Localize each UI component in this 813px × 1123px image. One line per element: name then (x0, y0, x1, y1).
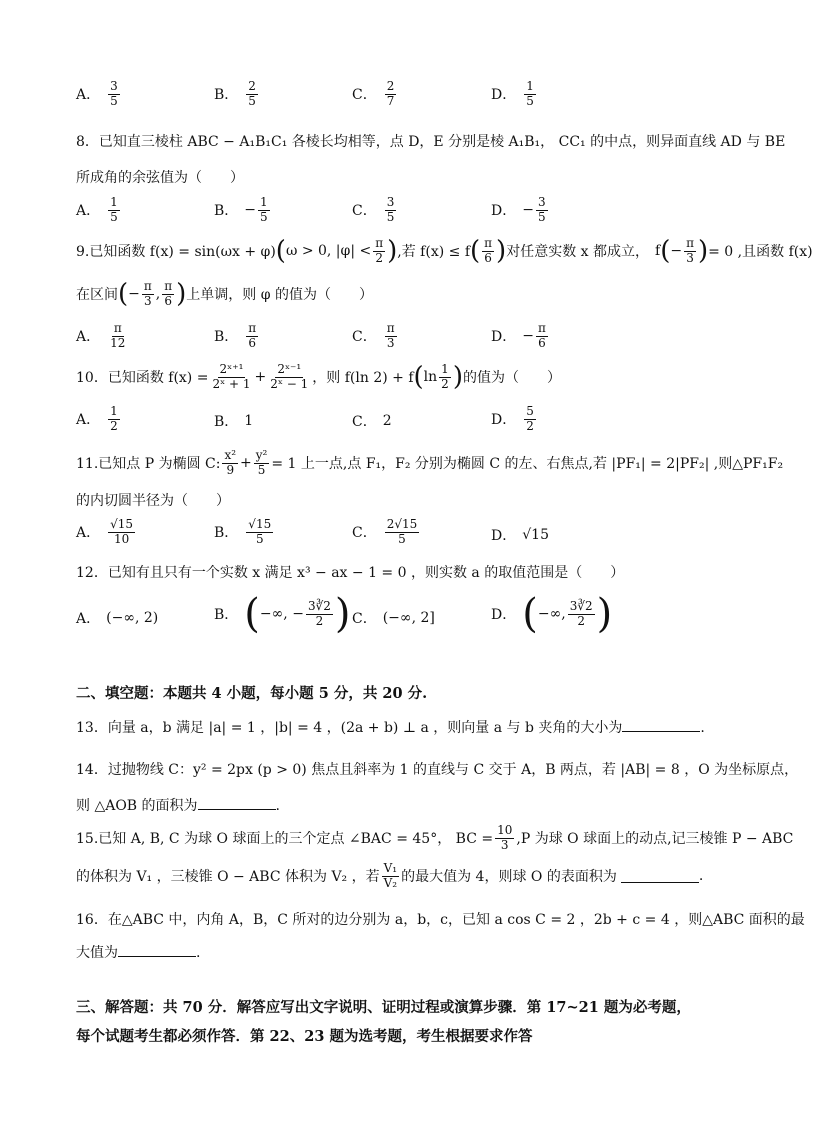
q12-option-b: B． ( −∞, − $\frac{3∛2}{2}$ ) (214, 591, 351, 637)
q8-line-2: 所成角的余弦值为（ ） (76, 170, 244, 186)
q8-option-a: A． $\frac{1}{5}$ (76, 195, 118, 224)
q8-option-d: D． − $\frac{3}{5}$ (491, 195, 546, 224)
q9-option-b: B． $\frac{\pi}{6}$ (214, 321, 257, 350)
q9-option-a: A． $\frac{\pi}{12}$ (76, 321, 126, 350)
q11-line-1: 11.已知点 P 为椭圆 C: $\frac{\text{x²}}{9}$ + $\frac{\text{y²}}{5}$ = 1 上一点,点 F₁，F₂ 分别为椭圆 C 的左、右焦点,若 |PF₁| = 2|PF₂| ,则△PF₁F₂ (76, 448, 784, 477)
q14-line-1: 14．过抛物线 C：y² = 2px (p > 0) 焦点且斜率为 1 的直线与 C 交于 A，B 两点，若 |AB| = 8 ，O 为坐标原点， (76, 762, 799, 778)
q15-line-2: 的体积为 V₁ ，三棱锥 O − ABC 体积为 V₂ ，若 $\frac{\text{V₁}}{\text{V₂}}$ 的最大值为 4，则球 O 的表面积为 . (76, 861, 704, 890)
q10-option-b: B． 1 (214, 413, 254, 430)
section-3-heading-line-1: 三、解答题：共 70 分．解答应写出文字说明、证明过程或演算步骤．第 17~21 题为必考题， (76, 999, 691, 1016)
q14-line-2: 则 △AOB 的面积为 . (76, 798, 280, 814)
q12-option-a: A． (−∞, 2) (76, 610, 159, 627)
q15-answer-blank (621, 870, 699, 883)
q9-line-2: 在区间 ( − $\frac{\pi}{3}$ , $\frac{\pi}{6}$ ) 上单调，则 φ 的值为（ ） (76, 279, 373, 310)
q11-option-d: D． √15 (491, 527, 549, 544)
q16-answer-blank (118, 944, 196, 957)
q11-option-b: B． $\frac{√15}{5}$ (214, 517, 272, 546)
q13-line: 13．向量 a，b 满足 |a| = 1 ，|b| = 4 ，(2a + b) ⊥ a ，则向量 a 与 b 夹角的大小为 . (76, 720, 705, 736)
q10-option-c: C． 2 (352, 413, 392, 430)
section-2-heading: 二、填空题：本题共 4 小题，每小题 5 分，共 20 分. (76, 685, 428, 702)
q7-option-c: C． $\frac{2}{7}$ (352, 79, 395, 108)
q9-option-d: D． − $\frac{\pi}{6}$ (491, 321, 546, 350)
q11-option-c: C． $\frac{2√15}{5}$ (352, 517, 418, 546)
q7-option-d: D． $\frac{1}{5}$ (491, 79, 534, 108)
q7-option-a: A． $\frac{3}{5}$ (76, 79, 118, 108)
q15-line-1: 15.已知 A, B, C 为球 O 球面上的三个定点 ∠BAC = 45°， BC = $\frac{10}{3}$ ,P 为球 O 球面上的动点,记三棱锥 P − ABC (76, 823, 794, 852)
q12-option-c: C． (−∞, 2] (352, 610, 435, 627)
q8-line-1: 8．已知直三棱柱 ABC − A₁B₁C₁ 各棱长均相等，点 D，E 分别是棱 A₁B₁， CC₁ 的中点，则异面直线 AD 与 BE (76, 134, 786, 150)
q16-line-2: 大值为 . (76, 945, 201, 961)
q10-line-1: 10．已知函数 f(x) = $\frac{\text{2ˣ⁺¹}}{\text{2ˣ + 1}}$ + $\frac{\text{2ˣ⁻¹}}{\text{2ˣ − 1}}$ ，则 f(ln 2) + f ( ln $\frac{1}{2}$ ) 的值为（ ） (76, 362, 561, 393)
q8-option-b: B． − $\frac{1}{5}$ (214, 195, 268, 224)
q9-option-c: C． $\frac{\pi}{3}$ (352, 321, 395, 350)
q10-option-a: A． $\frac{1}{2}$ (76, 404, 118, 433)
q11-line-2: 的内切圆半径为（ ） (76, 493, 230, 509)
q7-option-b: B． $\frac{2}{5}$ (214, 79, 256, 108)
q12-line-1: 12．已知有且只有一个实数 x 满足 x³ − ax − 1 = 0 ，则实数 a 的取值范围是（ ） (76, 565, 625, 581)
q9-line-1: 9.已知函数 f(x) = sin(ωx + φ) ( ω > 0, |φ| < $\frac{\pi}{2}$ ) ,若 f(x) ≤ f ( $\frac{\pi}{6}$ ) 对任意实数 x 都成立， f ( − $\frac{\pi}{3}$ ) = 0 ,且函数 f(x) (76, 236, 813, 267)
section-3-heading-line-2: 每个试题考生都必须作答．第 22、23 题为选考题，考生根据要求作答 (76, 1028, 533, 1045)
q10-option-d: D． $\frac{5}{2}$ (491, 404, 534, 433)
q11-option-a: A． $\frac{√15}{10}$ (76, 517, 134, 546)
q13-answer-blank (622, 719, 700, 732)
q14-answer-blank (198, 797, 276, 810)
q12-option-d: D． ( −∞, $\frac{3∛2}{2}$ ) (491, 591, 613, 637)
q16-line-1: 16．在△ABC 中，内角 A，B，C 所对的边分别为 a，b，c，已知 a cos C = 2 ，2b + c = 4 ，则△ABC 面积的最 (76, 912, 805, 928)
q8-option-c: C． $\frac{3}{5}$ (352, 195, 395, 224)
